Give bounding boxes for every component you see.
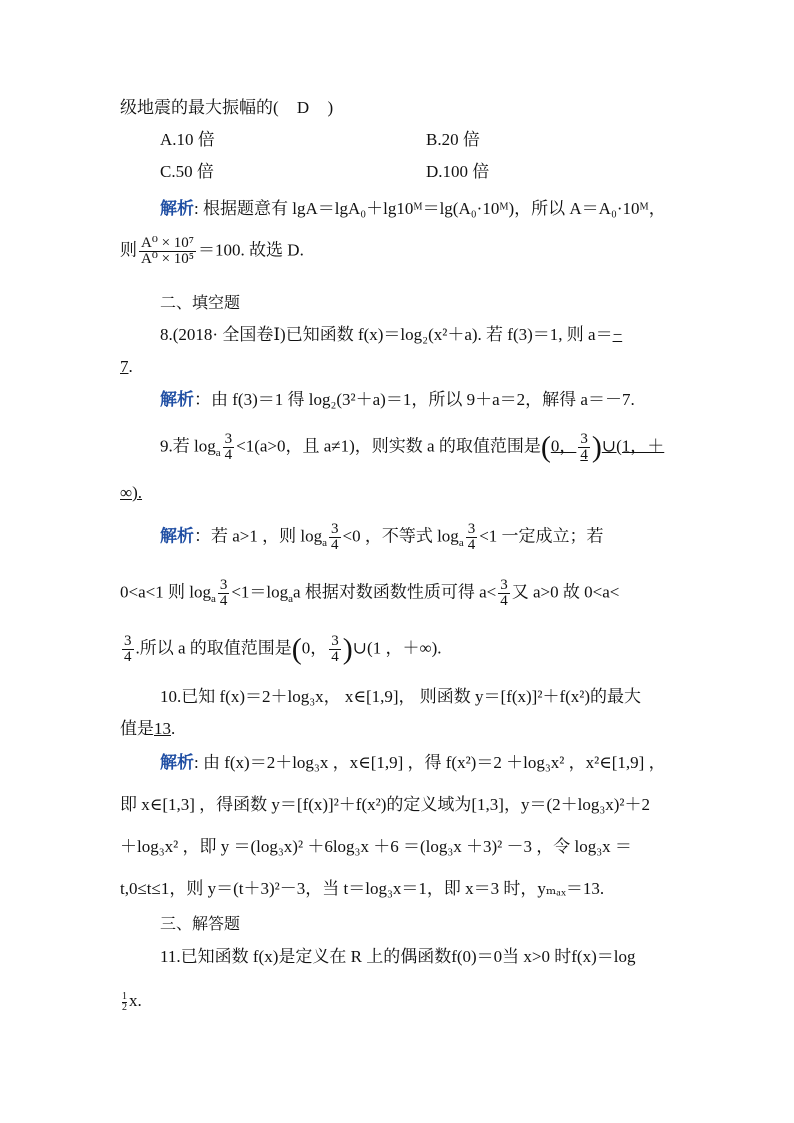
q10-line2 bbox=[120, 718, 175, 740]
q10-jiexi-label: 解析 bbox=[160, 753, 194, 772]
q10-solution-line2: 即 x∈[1,3] ，得函数 y＝[f(x)]²＋f(x²)的定义域为[1,3]，y＝(2＋log₃x)²＋2 bbox=[120, 795, 651, 814]
q9-s3b-fraction bbox=[329, 634, 341, 665]
q7-sol-suffix: ＝100. 故选 D. bbox=[198, 240, 304, 260]
q9-jiexi-label: 解析 bbox=[160, 526, 194, 546]
q11-base-den: 2 bbox=[122, 1001, 127, 1013]
q9-s3-frac-den: 4 bbox=[124, 649, 132, 665]
q8-answer-tail: . bbox=[128, 357, 133, 376]
q9-s1b-base: a bbox=[458, 536, 464, 549]
q9-s1b: <0 ，不等式 log bbox=[342, 526, 459, 546]
q9-s1b-frac-num: 3 bbox=[467, 521, 476, 537]
q8-jiexi-label: 解析 bbox=[160, 390, 194, 409]
q9-s3b-frac-den: 4 bbox=[331, 649, 339, 665]
q7-stem-text: 级地震的最大振幅的( bbox=[120, 98, 279, 117]
q7-solution-line1: 解析: 根据题意有 lgA＝lgA₀＋lg10ᴹ＝lg(A₀·10ᴹ)，所以 A＝A₀·10ᴹ， bbox=[160, 199, 666, 218]
q9-s1a: ：若 a>1 ，则 log bbox=[194, 526, 323, 546]
q9-frac-den: 4 bbox=[224, 447, 233, 463]
q9-s1-fraction bbox=[329, 522, 341, 553]
q9-s2-base: a bbox=[210, 592, 216, 605]
q9-s2-fraction bbox=[218, 578, 230, 609]
q9-s3-open: ( bbox=[291, 632, 302, 666]
q9-ans-union: ∪(1，＋ bbox=[601, 436, 665, 456]
q9-s3b-frac-num: 3 bbox=[331, 633, 339, 649]
q9-frac-num: 3 bbox=[224, 431, 233, 447]
q9-ans-zero: 0， bbox=[550, 436, 577, 456]
q9-s2c-frac-num: 3 bbox=[500, 577, 508, 593]
q9-s3-frac-num: 3 bbox=[124, 633, 132, 649]
q9-prefix: 9.若 log bbox=[160, 436, 216, 456]
q7-frac-num: A⁰ × 10⁷ bbox=[141, 235, 195, 251]
q9-s2-frac-num: 3 bbox=[219, 577, 228, 593]
q9-s1b-frac-den: 4 bbox=[467, 537, 476, 553]
q9-s1-frac-num: 3 bbox=[331, 521, 339, 537]
q9-condition: <1(a>0，且 a≠1)，则实数 a 的取值范围是 bbox=[236, 436, 541, 456]
q9-line2 bbox=[120, 482, 142, 504]
q7-stem-close: ) bbox=[327, 98, 334, 117]
q11-line2 bbox=[120, 990, 142, 1013]
q7-solution-line2 bbox=[120, 236, 304, 267]
q9-line1 bbox=[160, 432, 664, 464]
q9-ans-close: ) bbox=[591, 430, 602, 464]
q8-stem: 8.(2018· 全国卷Ⅰ)已知函数 f(x)＝log₂(x²＋a). 若 f(3)＝1, 则 a＝ bbox=[160, 325, 613, 344]
q11-base-num: 1 bbox=[122, 990, 127, 1002]
q11-tail: x. bbox=[129, 991, 142, 1010]
q9-s1-base: a bbox=[322, 536, 327, 549]
q9-s2c: a 根据对数函数性质可得 a< bbox=[293, 582, 497, 602]
q10-line2-pre: 值是 bbox=[120, 719, 154, 738]
q9-ans-frac-den: 4 bbox=[580, 447, 588, 463]
q7-sol-prefix: 则 bbox=[120, 240, 137, 260]
q9-s2b: <1＝log bbox=[231, 582, 289, 602]
q7-solution-text: 根据题意有 lgA＝lgA₀＋lg10ᴹ＝lg(A₀·10ᴹ)，所以 A＝A₀·10ᴹ， bbox=[202, 199, 666, 218]
q9-s2-frac-den: 4 bbox=[219, 593, 228, 609]
q10-s1: : 由 f(x)＝2＋log₃x ，x∈[1,9] ，得 f(x²)＝2 ＋log₃x² ，x²∈[1,9] ， bbox=[194, 753, 666, 772]
q9-solution-line3 bbox=[120, 634, 441, 665]
q7-answer: D bbox=[296, 98, 310, 117]
q7-option-b: B.20 倍 bbox=[426, 130, 480, 149]
q7-jiexi-label: 解析 bbox=[160, 199, 194, 218]
q7-option-c: C.50 倍 bbox=[160, 162, 214, 181]
q9-s1c: <1 一定成立；若 bbox=[479, 526, 604, 546]
q9-s2b-base: a bbox=[288, 592, 294, 605]
q7-frac-den: A⁰ × 10⁵ bbox=[141, 251, 195, 267]
q9-s3c: ∪(1 ，＋∞). bbox=[352, 638, 442, 658]
q9-s1b-fraction bbox=[466, 522, 478, 553]
q7-option-a: A.10 倍 bbox=[160, 130, 215, 149]
q11-line1: 11.已知函数 f(x)是定义在 R 上的偶函数f(0)＝0当 x>0 时f(x)＝log bbox=[160, 947, 636, 966]
q8-solution-text: ：由 f(3)＝1 得 log₂(3²＋a)＝1，所以 9＋a＝2，解得 a＝－7. bbox=[194, 390, 635, 409]
section-2-title: 二、填空题 bbox=[160, 293, 241, 312]
section-3-title: 三、解答题 bbox=[160, 914, 241, 933]
q9-s1-frac-den: 4 bbox=[331, 537, 339, 553]
q8-solution bbox=[160, 389, 635, 411]
q10-line2-post: . bbox=[171, 719, 176, 738]
q7-stem-line bbox=[120, 97, 333, 119]
q9-s3b: 0， bbox=[301, 638, 328, 658]
q9-ans-infinity: ∞). bbox=[120, 483, 143, 502]
q10-solution-line3: ＋log₃x² ，即 y ＝(log₃x)² ＋6log₃x ＋6 ＝(log₃x ＋3)² －3 ，令 log₃x ＝ bbox=[120, 837, 632, 856]
q9-s2a: 0<a<1 则 log bbox=[120, 582, 211, 602]
q9-log-base: a bbox=[215, 446, 221, 459]
q10-answer: 13 bbox=[154, 719, 171, 738]
q9-s2c-frac-den: 4 bbox=[500, 593, 508, 609]
q9-s3a: .所以 a 的取值范围是 bbox=[135, 638, 292, 658]
q11-log-base bbox=[122, 992, 127, 1013]
q9-ans-open: ( bbox=[540, 430, 551, 464]
q7-fraction bbox=[139, 236, 196, 267]
q10-solution-line1 bbox=[160, 752, 666, 774]
q9-s2d: 又 a>0 故 0<a< bbox=[511, 582, 620, 602]
q10-solution-line4: t,0≤t≤1，则 y＝(t＋3)²－3，当 t＝log₃x＝1，即 x＝3 时，yₘₐₓ＝13. bbox=[120, 879, 605, 898]
q9-fraction bbox=[223, 432, 235, 463]
q9-ans-fraction bbox=[578, 432, 590, 463]
q9-solution-line1 bbox=[160, 522, 604, 554]
q8-line2 bbox=[120, 356, 133, 378]
q8-answer-value: 7 bbox=[120, 357, 129, 376]
q9-s3-close: ) bbox=[342, 632, 353, 666]
q7-option-d: D.100 倍 bbox=[426, 162, 490, 181]
q9-s3-fraction bbox=[122, 634, 134, 665]
q9-s2c-fraction bbox=[498, 578, 510, 609]
q9-solution-line2 bbox=[120, 578, 619, 610]
q8-line1 bbox=[160, 324, 641, 346]
q9-ans-frac-num: 3 bbox=[580, 431, 588, 447]
q10-line1: 10.已知 f(x)＝2＋log₃x， x∈[1,9]， 则函数 y＝[f(x)]²＋f(x²)的最大 bbox=[160, 687, 642, 706]
q8-answer-sign: − bbox=[612, 325, 623, 344]
